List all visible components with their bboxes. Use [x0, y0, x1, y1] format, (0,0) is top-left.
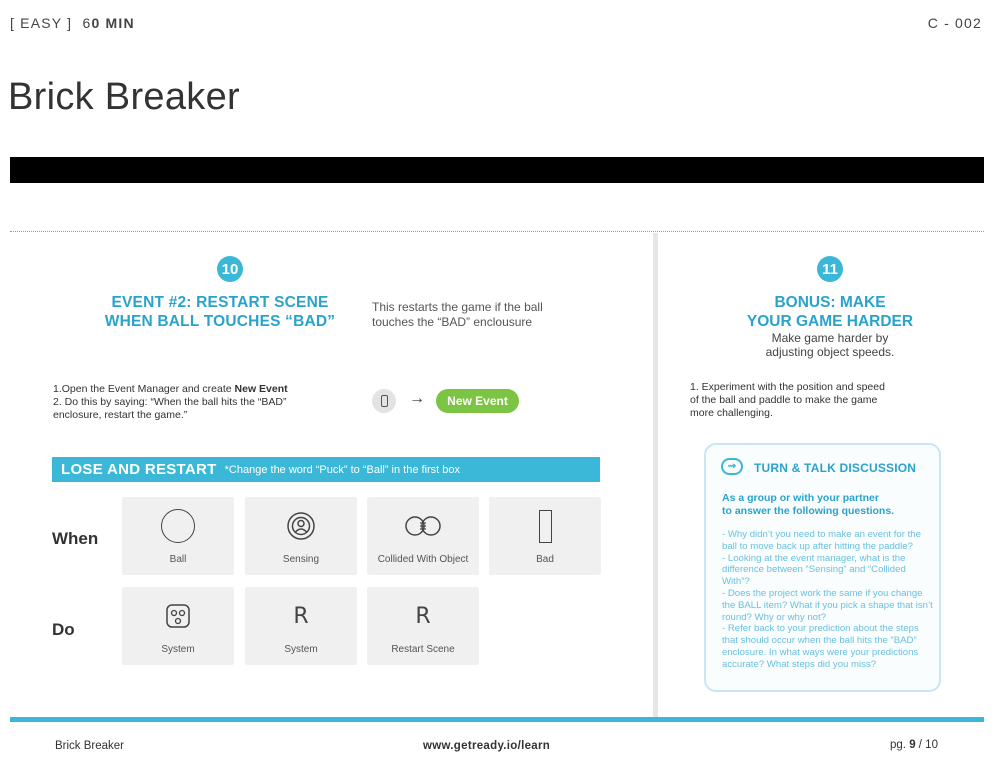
difficulty-label: [ EASY ] [10, 15, 73, 31]
column-separator [653, 233, 658, 717]
step-11-title [700, 293, 960, 331]
sensing-icon [286, 511, 316, 541]
step-10-title-line1: EVENT #2: RESTART SCENE [111, 294, 329, 311]
discussion-question: - Does the project work the same if you change the BALL item? What if you pick a shape that isn’t round? Why or why not? [722, 587, 933, 623]
footer-rule [10, 717, 984, 722]
rectangle-icon [539, 510, 552, 543]
difficulty-duration [10, 15, 135, 31]
when-card-sensing[interactable] [245, 497, 357, 575]
instruction-1-bold: New Event [234, 383, 288, 395]
page-title: Brick Breaker [8, 76, 240, 118]
page-prefix: pg. [890, 739, 910, 751]
discussion-intro-line2: to answer the following questions. [722, 505, 895, 517]
step-11-subtitle-line1: Make game harder by [771, 331, 889, 345]
when-card-label: Sensing [282, 554, 320, 565]
lesson-page [10, 157, 984, 769]
do-label: Do [52, 620, 75, 639]
discussion-heading: TURN & TALK DISCUSSION [754, 461, 917, 475]
when-label: When [52, 529, 99, 548]
step-10-subtitle-line2: touches the “BAD” enclousure [372, 315, 533, 329]
system-icon [165, 603, 191, 629]
step-11-subtitle-line2: adjusting object speeds. [765, 345, 895, 359]
event-manager-icon [372, 389, 396, 413]
when-card-label: Bad [536, 554, 554, 565]
page-number [890, 739, 938, 751]
page-current: 9 [909, 739, 916, 751]
step-11-instruction-line3: more challenging. [690, 407, 773, 419]
duration-label: 0 MIN [91, 15, 135, 31]
do-card-label: Restart Scene [391, 644, 455, 655]
step-10-badge: 10 [217, 256, 243, 282]
discussion-intro-line1: As a group or with your partner [722, 492, 879, 504]
step-10-title [90, 293, 350, 331]
new-event-button[interactable]: New Event [436, 389, 519, 413]
when-card-label: Ball [169, 554, 187, 565]
r-icon: R [415, 603, 431, 629]
footer-url[interactable]: www.getready.io/learn [423, 740, 551, 752]
lesson-code: C - 002 [927, 15, 982, 31]
circle-icon [161, 509, 195, 543]
instruction-1-text: 1.Open the Event Manager and create [53, 383, 235, 395]
instruction-1 [53, 383, 363, 396]
discussion-question: - Looking at the event manager, what is the difference between “Sensing” and “Collided With”? [722, 552, 906, 588]
lose-restart-heading: LOSE AND RESTART [61, 461, 217, 478]
step-11-badge: 11 [817, 256, 843, 282]
r-icon: R [293, 603, 309, 629]
collide-icon [403, 515, 443, 537]
lose-restart-banner [52, 457, 600, 482]
page-top-bar [10, 157, 984, 183]
do-card-label: System [284, 644, 318, 655]
arrow-right-icon: → [409, 390, 425, 407]
dotted-divider [10, 231, 984, 232]
discussion-box [704, 443, 941, 692]
step-11-instructions [690, 381, 960, 420]
do-card-label: System [161, 644, 195, 655]
step-11-subtitle [700, 331, 960, 359]
step-10-instructions [53, 383, 363, 422]
do-card-system-r[interactable] [245, 587, 357, 665]
step-10-subtitle-line1: This restarts the game if the ball [372, 300, 543, 314]
footer-title: Brick Breaker [55, 740, 125, 752]
chat-bubble-icon: ⇝ [721, 458, 743, 475]
when-card-label: Collided With Object [377, 554, 469, 565]
lose-restart-note: *Change the word “Puck” to “Ball” in the first box [224, 463, 461, 476]
discussion-questions [722, 529, 934, 671]
step-11-instruction-line1: 1. Experiment with the position and speed [690, 381, 885, 393]
do-card-system[interactable] [122, 587, 234, 665]
discussion-question: - Refer back to your prediction about the steps that should occur when the ball hits the “BAD” enclosure. In what ways were your predictions accurate? What steps did you miss? [722, 623, 919, 670]
duration-prefix: 6 [82, 15, 92, 31]
step-10-title-line2: WHEN BALL TOUCHES “BAD” [104, 313, 336, 330]
discussion-question: - Why didn’t you need to make an event for the ball to move back up after hitting the paddle? [722, 529, 921, 552]
step-11-instruction-line2: of the ball and paddle to make the game [690, 394, 878, 406]
instruction-2-line1: 2. Do this by saying: “When the ball hits the “BAD” [53, 396, 287, 408]
when-card-bad[interactable] [489, 497, 601, 575]
step-11-title-line1: BONUS: MAKE [774, 294, 886, 311]
page-total: / 10 [915, 739, 938, 751]
discussion-intro [722, 492, 932, 518]
when-card-collided[interactable] [367, 497, 479, 575]
step-11-title-line2: YOUR GAME HARDER [746, 313, 914, 330]
when-card-ball[interactable] [122, 497, 234, 575]
step-10-subtitle [372, 300, 572, 330]
instruction-2-line2: enclosure, restart the game.” [53, 409, 188, 421]
do-card-restart-scene[interactable] [367, 587, 479, 665]
